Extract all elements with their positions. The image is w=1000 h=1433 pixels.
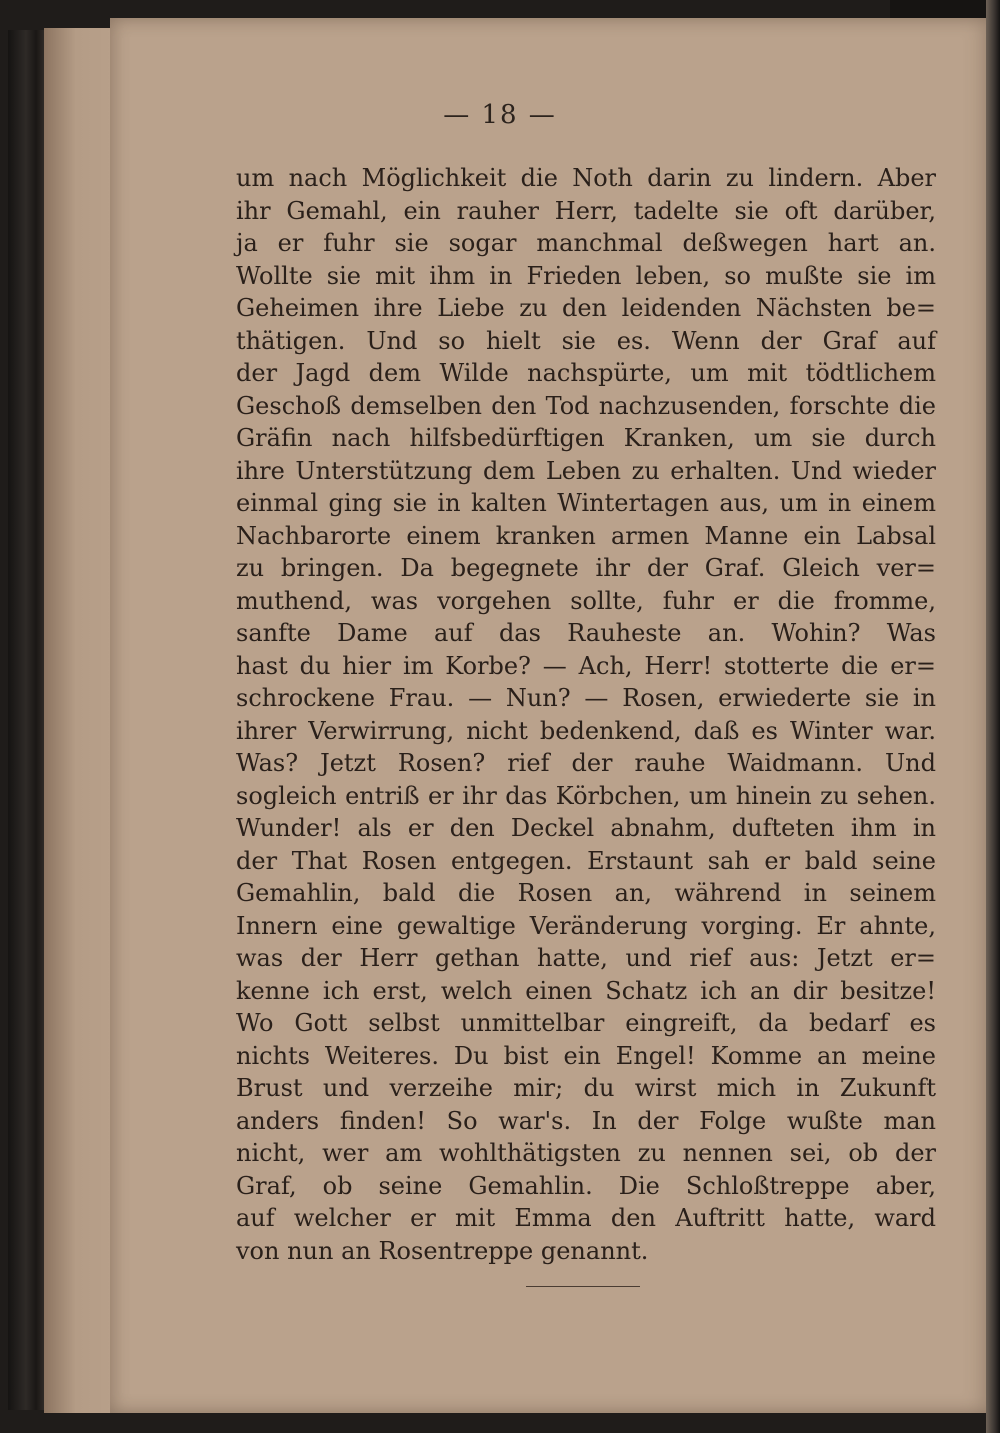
text-line: Wunder! als er den Deckel abnahm, dufteten ihm in [236, 814, 936, 842]
text-line: einmal ging sie in kalten Wintertagen aus, um in einem [236, 489, 936, 517]
text-line: Wollte sie mit ihm in Frieden leben, so mußte sie im [236, 261, 936, 290]
text-line: ja er fuhr sie sogar manchmal deßwegen hart an. [236, 229, 936, 257]
text-line: nicht, wer am wohlthätigsten zu nennen sei, ob der [236, 1139, 936, 1167]
text-line: von nun an Rosentreppe genannt. [236, 1236, 649, 1265]
text-line: Geschoß demselben den Tod nachzusenden, forschte die [236, 391, 936, 420]
text-line: hast du hier im Korbe? — Ach, Herr! stotterte die er= [236, 651, 936, 680]
page-number: — 18 — [443, 100, 557, 130]
text-line: zu bringen. Da begegnete ihr der Graf. Gleich ver= [236, 554, 936, 582]
text-line: muthend, was vorgehen sollte, fuhr er die fromme, [236, 586, 936, 615]
text-line: Nachbarorte einem kranken armen Manne ein Labsal [236, 521, 936, 550]
text-line: Graf, ob seine Gemahlin. Die Schloßtreppe aber, [236, 1171, 936, 1200]
text-line: anders finden! So war's. In der Folge wußte man [236, 1106, 936, 1135]
text-line: Was? Jetzt Rosen? rief der rauhe Waidmann. Und [236, 749, 936, 777]
text-line: Innern eine gewaltige Veränderung vorging. Er ahnte, [236, 911, 936, 940]
page-right-edge [986, 0, 1000, 1433]
text-line: Gräfin nach hilfsbedürftigen Kranken, um sie durch [236, 424, 936, 452]
text-line: der Jagd dem Wilde nachspürte, um mit tödtlichem [236, 359, 936, 387]
text-line: nichts Weiteres. Du bist ein Engel! Komme an meine [236, 1041, 936, 1070]
scan-background-corner [890, 0, 1000, 18]
text-line: sanfte Dame auf das Rauheste an. Wohin? Was [236, 619, 936, 647]
text-line: Gemahlin, bald die Rosen an, während in seinem [236, 879, 936, 907]
text-line: Wo Gott selbst unmittelbar eingreift, da bedarf es [236, 1009, 936, 1037]
closing-rule [526, 1286, 640, 1287]
text-line: sogleich entriß er ihr das Körbchen, um hinein zu sehen. [236, 781, 936, 810]
book-binding [8, 30, 48, 1410]
text-line: ihr Gemahl, ein rauher Herr, tadelte sie oft darüber, [236, 196, 936, 225]
text-line: der That Rosen entgegen. Erstaunt sah er bald seine [236, 846, 936, 875]
text-line: thätigen. Und so hielt sie es. Wenn der Graf auf [236, 326, 936, 355]
text-line: kenne ich erst, welch einen Schatz ich an dir besitze! [236, 976, 936, 1005]
text-line: Geheimen ihre Liebe zu den leidenden Nächsten be= [236, 294, 936, 322]
text-line: was der Herr gethan hatte, und rief aus: Jetzt er= [236, 944, 936, 972]
text-line: auf welcher er mit Emma den Auftritt hatte, ward [236, 1204, 936, 1232]
text-line: um nach Möglichkeit die Noth darin zu lindern. Aber [236, 164, 936, 192]
text-line: ihre Unterstützung dem Leben zu erhalten. Und wieder [236, 456, 936, 485]
body-text [236, 162, 936, 1267]
text-line: schrockene Frau. — Nun? — Rosen, erwiederte sie in [236, 684, 936, 712]
text-line: Brust und verzeihe mir; du wirst mich in Zukunft [236, 1074, 936, 1102]
text-line: ihrer Verwirrung, nicht bedenkend, daß es Winter war. [236, 716, 936, 745]
